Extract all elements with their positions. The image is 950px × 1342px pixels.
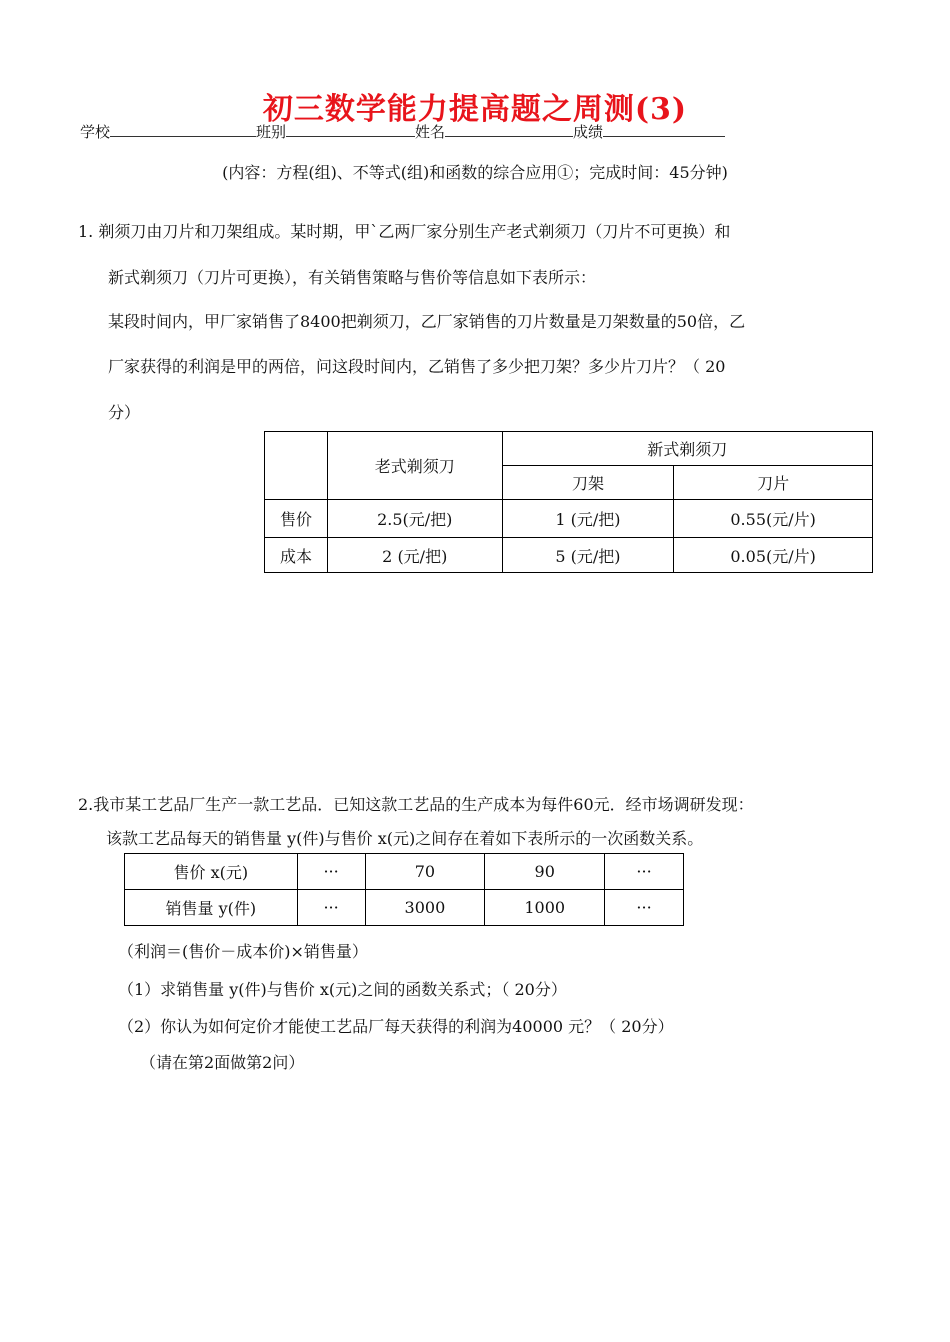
table-row xyxy=(265,538,873,573)
q1-line-1: 1. 剃须刀由刀片和刀架组成。某时期，甲`乙两厂家分别生产老式剃须刀（刀片不可更换）和 xyxy=(78,222,731,241)
q1-line-2: 新式剃须刀（刀片可更换），有关销售策略与售价等信息如下表所示： xyxy=(108,268,597,287)
cell-price-70: 70 xyxy=(365,854,485,890)
cell-blade-price: 0.55(元/片) xyxy=(674,500,873,538)
table-row xyxy=(125,890,684,926)
header-old-razor: 老式剃须刀 xyxy=(327,432,502,500)
row-label: 售价 xyxy=(265,500,328,538)
cell-holder-cost: 5 (元/把) xyxy=(502,538,674,573)
table-row xyxy=(125,854,684,890)
page-title: 初三数学能力提高题之周测(3) xyxy=(262,92,688,127)
class-label: 班别 xyxy=(256,123,287,141)
score-field[interactable] xyxy=(603,122,725,137)
header-blade: 刀片 xyxy=(674,466,873,500)
q2-part-1: （1）求销售量 y(件)与售价 x(元)之间的函数关系式；（ 20分） xyxy=(118,980,567,999)
q2-sales-table xyxy=(124,853,684,926)
school-label: 学校 xyxy=(80,123,111,141)
row-label: 成本 xyxy=(265,538,328,573)
q2-note: （请在第2面做第2问） xyxy=(140,1053,305,1072)
q2-part-2: （2）你认为如何定价才能使工艺品厂每天获得的利润为40000 元？（ 20分） xyxy=(118,1017,674,1036)
student-info-row xyxy=(80,121,725,142)
q1-price-table xyxy=(264,431,873,573)
cell-volume-label: 销售量 y(件) xyxy=(125,890,298,926)
cell-old-price: 2.5(元/把) xyxy=(327,500,502,538)
table-row xyxy=(265,500,873,538)
q2-line-1: 2.我市某工艺品厂生产一款工艺品．已知这款工艺品的生产成本为每件60元．经市场调研发现： xyxy=(78,795,754,814)
cell-old-cost: 2 (元/把) xyxy=(327,538,502,573)
q1-line-3: 某段时间内，甲厂家销售了8400把剃须刀，乙厂家销售的刀片数量是刀架数量的50倍，乙 xyxy=(108,312,746,331)
school-field[interactable] xyxy=(110,122,256,137)
q2-profit-formula: （利润＝(售价－成本价)×销售量） xyxy=(118,942,368,961)
q2-line-2: 该款工艺品每天的销售量 y(件)与售价 x(元)之间存在着如下表所示的一次函数关系。 xyxy=(106,829,704,848)
name-field[interactable] xyxy=(445,122,573,137)
header-new-razor: 新式剃须刀 xyxy=(502,432,872,466)
table-corner-cell xyxy=(265,432,328,500)
cell-price-label: 售价 x(元) xyxy=(125,854,298,890)
subtitle: (内容：方程(组)、不等式(组)和函数的综合应用①；完成时间：45分钟) xyxy=(222,163,728,182)
class-field[interactable] xyxy=(286,122,415,137)
score-label: 成绩 xyxy=(573,123,604,141)
q1-line-5: 分） xyxy=(108,403,141,422)
cell-ellipsis: ··· xyxy=(297,854,365,890)
cell-volume-3000: 3000 xyxy=(365,890,485,926)
cell-ellipsis: ··· xyxy=(605,890,684,926)
header-holder: 刀架 xyxy=(502,466,674,500)
cell-holder-price: 1 (元/把) xyxy=(502,500,674,538)
q1-line-4: 厂家获得的利润是甲的两倍，问这段时间内，乙销售了多少把刀架？多少片刀片？（ 20 xyxy=(108,357,726,376)
cell-ellipsis: ··· xyxy=(297,890,365,926)
cell-volume-1000: 1000 xyxy=(485,890,605,926)
cell-price-90: 90 xyxy=(485,854,605,890)
cell-ellipsis: ··· xyxy=(605,854,684,890)
name-label: 姓名 xyxy=(415,123,446,141)
cell-blade-cost: 0.05(元/片) xyxy=(674,538,873,573)
